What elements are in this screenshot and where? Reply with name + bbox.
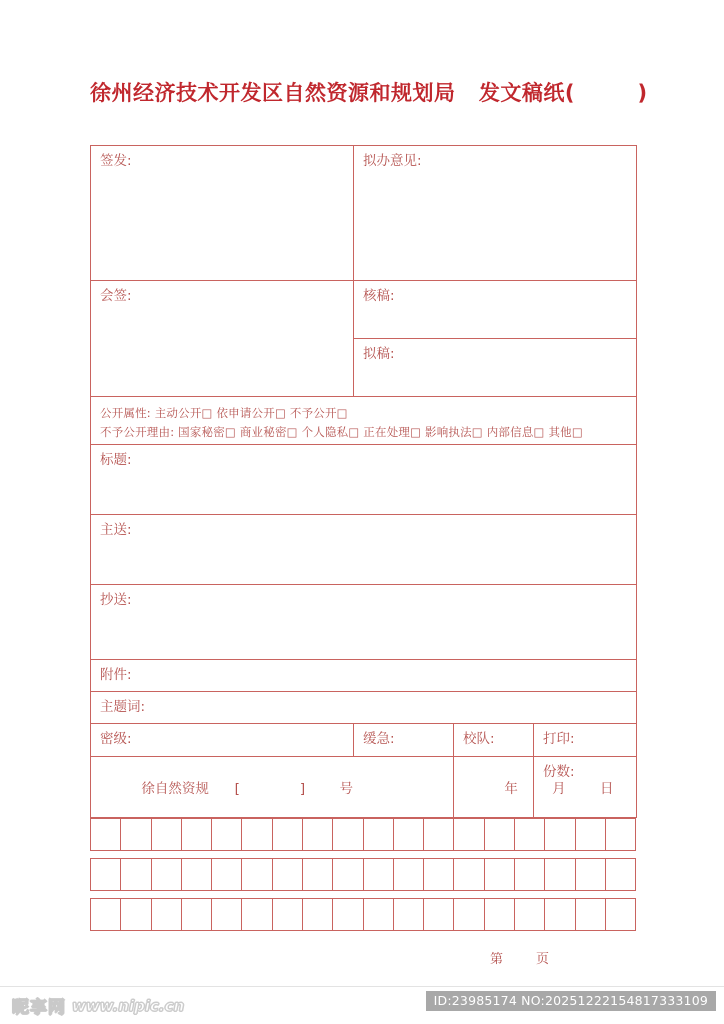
table-row: [91, 585, 637, 660]
manuscript-grid-cell[interactable]: [454, 859, 484, 890]
title-field-cell[interactable]: [91, 445, 637, 515]
manuscript-grid-cell[interactable]: [182, 859, 212, 890]
manuscript-grid-cell[interactable]: [273, 899, 303, 930]
manuscript-grid-cell[interactable]: [303, 899, 333, 930]
manuscript-grid-cell[interactable]: [515, 819, 545, 850]
disclosure-attribute-line: 公开属性: 主动公开□ 依申请公开□ 不予公开□: [100, 406, 348, 420]
manuscript-grid-cell[interactable]: [545, 819, 575, 850]
classification-label: 密级:: [100, 731, 132, 747]
manuscript-grid-cell[interactable]: [485, 899, 515, 930]
dispatch-draft-form: [90, 145, 637, 818]
main-recipient-cell[interactable]: [91, 515, 637, 585]
table-row: [91, 724, 637, 757]
title-field-label: 标题:: [100, 452, 132, 468]
nipic-logo-cjk: 昵享网: [12, 998, 66, 1018]
table-row: [91, 692, 637, 724]
countersign-label: 会签:: [100, 288, 132, 304]
manuscript-grid-cell[interactable]: [333, 859, 363, 890]
manuscript-grid-cell[interactable]: [182, 819, 212, 850]
manuscript-grid-cell[interactable]: [364, 899, 394, 930]
watermark-id-badge: ID:23985174 NO:20251222154817333109: [426, 991, 716, 1011]
manuscript-grid-cell[interactable]: [364, 859, 394, 890]
manuscript-grid-cell[interactable]: [333, 899, 363, 930]
manuscript-grid-cell[interactable]: [606, 859, 635, 890]
manuscript-grid-cell[interactable]: [121, 859, 151, 890]
sign-issue-label: 签发:: [100, 153, 132, 169]
manuscript-grid-cell[interactable]: [303, 859, 333, 890]
subject-keywords-cell[interactable]: [91, 692, 637, 724]
cc-label: 抄送:: [100, 592, 132, 608]
disclosure-reason-line: 不予公开理由: 国家秘密□ 商业秘密□ 个人隐私□ 正在处理□ 影响执法□ 内部信息□ 其他□: [100, 425, 583, 439]
table-row: [91, 146, 637, 281]
manuscript-grid-cell[interactable]: [424, 859, 454, 890]
manuscript-grid-cell[interactable]: [152, 819, 182, 850]
doc-number-label: 徐自然资规 [ ] 号: [141, 781, 354, 797]
manuscript-grid-cell[interactable]: [212, 899, 242, 930]
manuscript-grid-cell[interactable]: [454, 899, 484, 930]
manuscript-grid-cell[interactable]: [182, 899, 212, 930]
manuscript-grid-cell[interactable]: [515, 899, 545, 930]
manuscript-grid-row[interactable]: [90, 898, 636, 931]
manuscript-grid-cell[interactable]: [394, 859, 424, 890]
review-draft-label: 核稿:: [363, 288, 395, 304]
table-row: [91, 660, 637, 692]
print-cell[interactable]: [534, 724, 637, 757]
countersign-cell[interactable]: [91, 281, 354, 397]
table-row: [91, 515, 637, 585]
table-row: [91, 281, 637, 339]
manuscript-grid-cell[interactable]: [424, 819, 454, 850]
manuscript-grid-cell[interactable]: [485, 819, 515, 850]
manuscript-grid-cell[interactable]: [212, 859, 242, 890]
sign-issue-cell[interactable]: [91, 146, 354, 281]
manuscript-grid-cell[interactable]: [485, 859, 515, 890]
classification-cell[interactable]: [91, 724, 354, 757]
manuscript-grid-cell[interactable]: [152, 859, 182, 890]
manuscript-grid-cell[interactable]: [121, 819, 151, 850]
subject-keywords-label: 主题词:: [100, 699, 146, 715]
nipic-logo-url: www.nipic.cn: [72, 996, 185, 1015]
nipic-logo: [12, 993, 184, 1018]
print-label: 打印:: [543, 731, 575, 747]
doc-number-cell[interactable]: [91, 757, 454, 818]
manuscript-grid-cell[interactable]: [121, 899, 151, 930]
manuscript-grid-cell[interactable]: [576, 859, 606, 890]
manuscript-grid-cell[interactable]: [515, 859, 545, 890]
manuscript-grid-cell[interactable]: [242, 859, 272, 890]
manuscript-grid-cell[interactable]: [424, 899, 454, 930]
draft-cell[interactable]: [354, 339, 637, 397]
manuscript-grid-cell[interactable]: [394, 899, 424, 930]
manuscript-grid-cell[interactable]: [364, 819, 394, 850]
manuscript-grid-cell[interactable]: [606, 899, 635, 930]
urgency-label: 缓急:: [363, 731, 395, 747]
manuscript-grid-cell[interactable]: [545, 859, 575, 890]
date-label: 年 月 日: [504, 781, 614, 797]
copies-label: 份数:: [543, 764, 575, 780]
manuscript-grid-cell[interactable]: [606, 819, 635, 850]
manuscript-grid-cell[interactable]: [91, 899, 121, 930]
manuscript-grid-cell[interactable]: [454, 819, 484, 850]
table-row: [91, 397, 637, 445]
manuscript-grid-cell[interactable]: [394, 819, 424, 850]
attachment-label: 附件:: [100, 667, 132, 683]
manuscript-grid-cell[interactable]: [273, 819, 303, 850]
manuscript-grid-cell[interactable]: [91, 819, 121, 850]
proofreading-cell[interactable]: [454, 724, 534, 757]
handling-opinion-label: 拟办意见:: [363, 153, 422, 169]
urgency-cell[interactable]: [354, 724, 454, 757]
attachment-cell[interactable]: [91, 660, 637, 692]
table-row: [91, 445, 637, 515]
manuscript-grid-row[interactable]: [90, 858, 636, 891]
main-recipient-label: 主送:: [100, 522, 132, 538]
review-draft-cell[interactable]: [354, 281, 637, 339]
draft-label: 拟稿:: [363, 346, 395, 362]
manuscript-grid-cell[interactable]: [242, 819, 272, 850]
manuscript-grid-cell[interactable]: [303, 819, 333, 850]
proofreading-label: 校队:: [463, 731, 495, 747]
manuscript-grid-cell[interactable]: [212, 819, 242, 850]
page-title: 徐州经济技术开发区自然资源和规划局 发文稿纸( ): [90, 81, 648, 105]
manuscript-grid-cell[interactable]: [576, 819, 606, 850]
cc-cell[interactable]: [91, 585, 637, 660]
manuscript-grid-cell[interactable]: [242, 899, 272, 930]
manuscript-grid-cell[interactable]: [576, 899, 606, 930]
watermark-bar: [0, 986, 724, 1024]
manuscript-grid-row[interactable]: [90, 818, 636, 851]
manuscript-grid-cell[interactable]: [91, 859, 121, 890]
manuscript-grid-cell[interactable]: [545, 899, 575, 930]
handling-opinion-cell[interactable]: [354, 146, 637, 281]
page-number-footer: 第 页: [490, 952, 550, 967]
manuscript-grid-cell[interactable]: [333, 819, 363, 850]
disclosure-cell[interactable]: [91, 397, 637, 445]
manuscript-grid-cell[interactable]: [152, 899, 182, 930]
manuscript-grid-cell[interactable]: [273, 859, 303, 890]
table-row: [91, 757, 637, 818]
